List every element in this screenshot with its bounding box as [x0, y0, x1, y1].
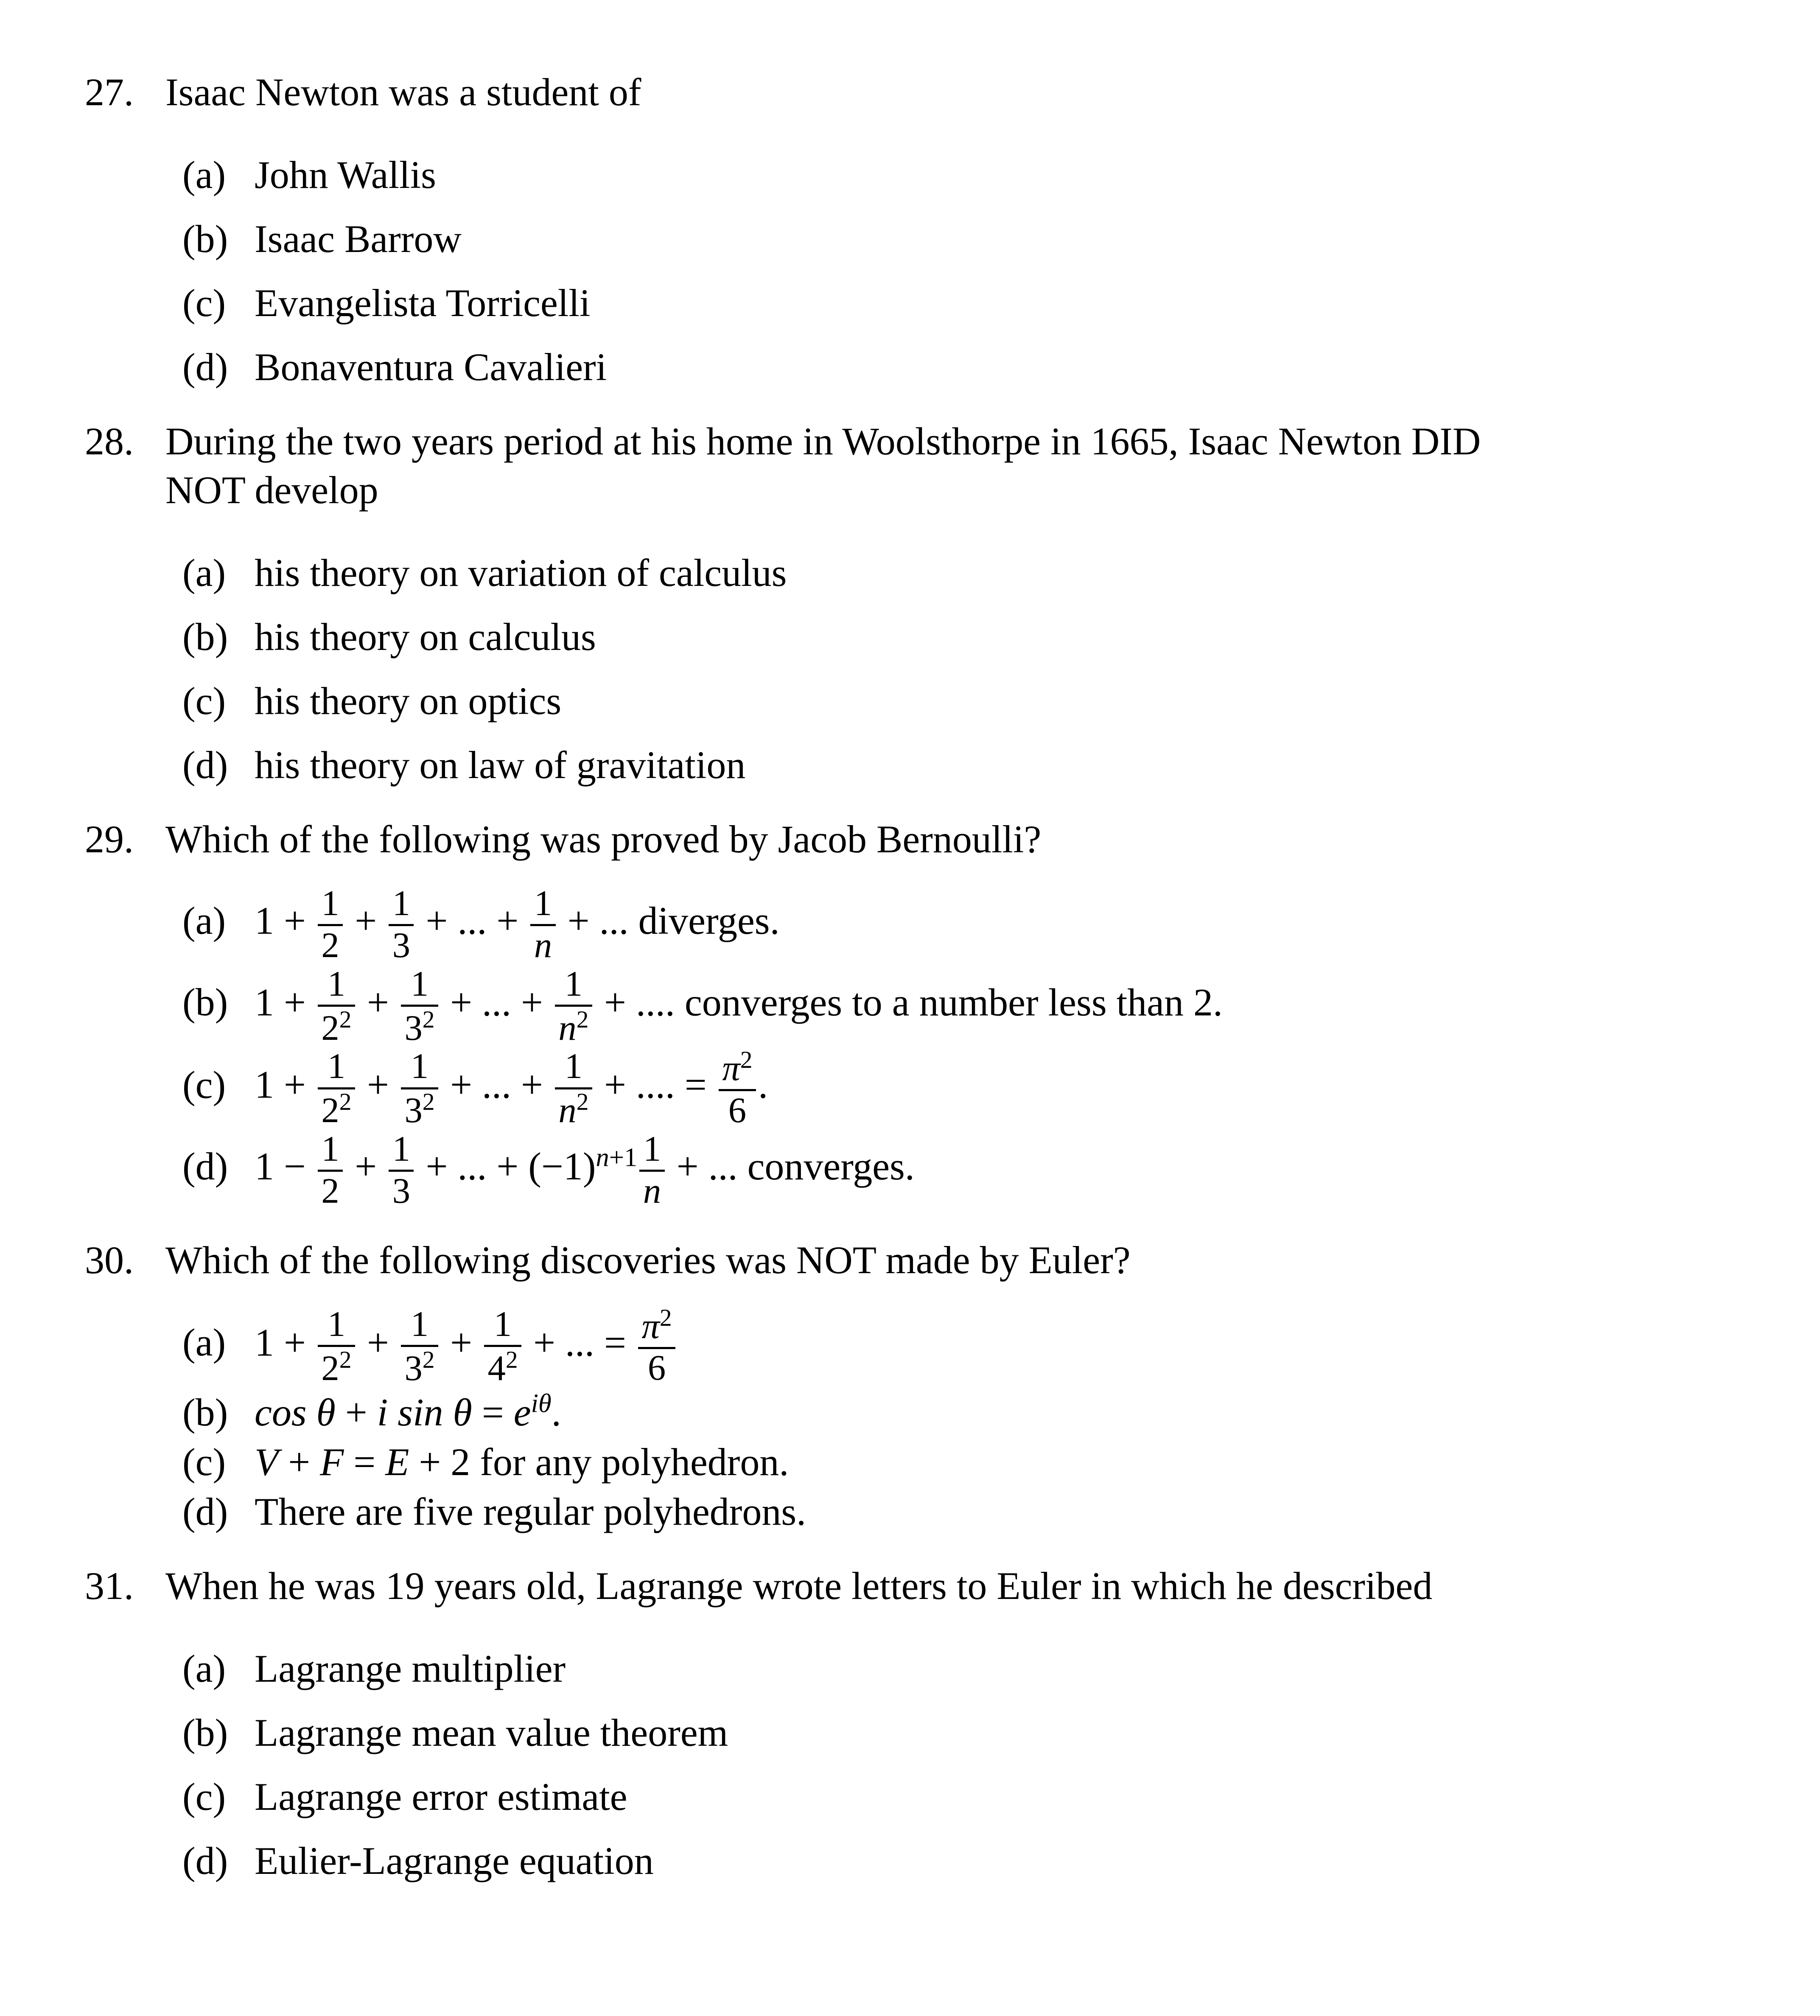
option-label: (d) — [182, 1839, 228, 1883]
math-superscript — [740, 1047, 753, 1073]
question-header — [0, 417, 1820, 515]
option — [0, 151, 1820, 199]
question — [0, 417, 1820, 790]
math-superscript — [596, 1142, 637, 1172]
fraction-denominator — [639, 1172, 664, 1210]
fraction-denominator — [555, 1089, 592, 1130]
math-fraction — [639, 1131, 664, 1210]
question-number: 27. — [85, 70, 134, 114]
options-list — [0, 1306, 1820, 1537]
math-text: + ... + — [440, 1063, 553, 1106]
fraction-denominator — [389, 1172, 414, 1210]
option-text: his theory on optics — [255, 679, 562, 722]
math-text: 3 — [404, 1008, 423, 1048]
option — [0, 1487, 1820, 1536]
math-fraction — [389, 885, 414, 965]
math-italic: n — [534, 925, 552, 965]
math-text: 1 + — [255, 1063, 316, 1106]
math-text: 1 — [493, 1304, 512, 1344]
math-fraction — [484, 1306, 521, 1388]
option — [0, 1837, 1820, 1885]
math-text: + — [335, 1391, 377, 1434]
math-text: 1 + — [255, 1321, 316, 1364]
math-text: 6 — [728, 1091, 747, 1131]
option — [0, 966, 1820, 1047]
question — [0, 1236, 1820, 1537]
option-math — [255, 1438, 1748, 1487]
option — [0, 741, 1820, 790]
math-superscript — [531, 1389, 552, 1418]
math-text: + ... = — [524, 1321, 636, 1364]
question-number: 30. — [85, 1238, 134, 1282]
option — [0, 1438, 1820, 1487]
question-number: 29. — [85, 818, 134, 861]
option-label: (a) — [182, 153, 226, 196]
math-fraction — [555, 1048, 592, 1130]
option-math — [255, 1131, 1748, 1210]
option-label: (c) — [182, 1775, 226, 1819]
math-text: + 2 for any polyhedron. — [409, 1440, 789, 1484]
math-text: 1 — [321, 1129, 339, 1169]
math-text: 1 — [534, 884, 552, 923]
math-text: + ... + (−1) — [416, 1144, 596, 1188]
math-italic: π — [641, 1306, 660, 1346]
math-text: 2 — [321, 1008, 339, 1048]
math-text: + — [440, 1321, 482, 1364]
question-text — [165, 68, 641, 117]
math-text: 1 — [392, 884, 410, 923]
math-text: 2 — [505, 1346, 518, 1373]
option-text: John Wallis — [255, 153, 436, 196]
option-label: (b) — [182, 615, 228, 658]
math-text: 2 — [321, 1171, 339, 1211]
option-text: Lagrange error estimate — [255, 1775, 627, 1819]
option-label: (a) — [182, 899, 226, 942]
fraction-denominator — [318, 926, 343, 965]
option-text: Isaac Barrow — [255, 217, 462, 260]
math-italic: i sin θ — [377, 1391, 472, 1434]
option-label: (a) — [182, 1647, 226, 1691]
option-math — [255, 885, 1748, 965]
option-label: (c) — [182, 281, 226, 325]
question-text-line: When he was 19 years old, Lagrange wrote letters to Euler in which he described — [165, 1564, 1433, 1608]
option — [0, 343, 1820, 392]
question-text — [165, 815, 1041, 864]
math-fraction — [318, 1306, 355, 1388]
option-math — [255, 1306, 1748, 1388]
math-text: 2 — [339, 1006, 352, 1033]
question-header — [0, 815, 1820, 864]
math-superscript — [339, 1089, 352, 1115]
math-superscript — [577, 1089, 589, 1115]
math-text: 3 — [392, 1171, 410, 1211]
fraction-numerator — [318, 1306, 355, 1347]
question-header — [0, 1562, 1820, 1610]
math-text: + — [357, 980, 399, 1024]
math-text: 2 — [576, 1006, 589, 1033]
math-text: = — [472, 1391, 514, 1434]
option-math — [255, 1048, 1748, 1130]
math-fraction — [401, 1048, 438, 1130]
math-fraction — [401, 966, 438, 1047]
math-italic: n — [596, 1142, 609, 1172]
math-text: 3 — [404, 1091, 423, 1131]
option — [0, 1048, 1820, 1130]
math-text: 3 — [392, 925, 410, 965]
option — [0, 1388, 1820, 1437]
fraction-denominator — [401, 1007, 438, 1047]
option-text: Bonaventura Cavalieri — [255, 345, 607, 389]
math-superscript — [506, 1347, 518, 1373]
math-italic: F — [320, 1440, 344, 1484]
option-label: (c) — [182, 1063, 226, 1106]
fraction-numerator — [719, 1048, 756, 1091]
option — [0, 1131, 1820, 1210]
math-italic: π — [722, 1049, 740, 1089]
option-label: (c) — [182, 1440, 226, 1484]
fraction-numerator — [555, 966, 592, 1007]
option-math — [255, 966, 1748, 1047]
fraction-numerator — [318, 1048, 355, 1089]
math-text: 2 — [321, 925, 339, 965]
fraction-denominator — [318, 1007, 355, 1047]
math-text: 2 — [576, 1089, 589, 1116]
math-text: + .... converges to a number less than 2. — [594, 980, 1223, 1024]
option — [0, 1306, 1820, 1388]
option-text: his theory on calculus — [255, 615, 596, 658]
math-text: . — [551, 1391, 561, 1434]
math-fraction — [389, 1131, 414, 1210]
math-text: . — [758, 1063, 768, 1106]
math-text: 1 + — [255, 980, 316, 1024]
option-label: (b) — [182, 1711, 228, 1755]
math-text: 2 — [422, 1006, 435, 1033]
question-text-line: Which of the following discoveries was NOT made by Euler? — [165, 1238, 1131, 1282]
fraction-denominator — [555, 1007, 592, 1047]
math-text: 1 — [327, 1304, 346, 1344]
math-text: 2 — [339, 1346, 352, 1373]
math-text: + — [357, 1063, 399, 1106]
math-superscript — [339, 1347, 352, 1373]
fraction-denominator — [530, 926, 555, 965]
math-text: 2 — [339, 1089, 352, 1116]
option — [0, 613, 1820, 661]
math-text: + — [357, 1321, 399, 1364]
fraction-denominator — [719, 1091, 756, 1130]
option — [0, 1708, 1820, 1757]
math-text: 1 — [643, 1129, 661, 1169]
option — [0, 1644, 1820, 1693]
math-text: + ... + — [440, 980, 553, 1024]
question-number: 28. — [85, 420, 134, 463]
option-label: (a) — [182, 551, 226, 594]
option — [0, 549, 1820, 597]
fraction-denominator — [318, 1347, 355, 1387]
math-text: 2 — [321, 1091, 339, 1131]
math-italic: V — [255, 1440, 279, 1484]
question-text — [165, 1236, 1131, 1285]
fraction-denominator — [401, 1089, 438, 1130]
math-text: 1 + — [255, 899, 316, 942]
question-header — [0, 1236, 1820, 1285]
math-superscript — [577, 1006, 589, 1033]
math-italic: n — [643, 1171, 661, 1211]
option-text: Eulier-Lagrange equation — [255, 1839, 654, 1883]
math-fraction — [318, 966, 355, 1047]
fraction-denominator — [484, 1347, 521, 1387]
math-text: 4 — [487, 1348, 506, 1388]
math-fraction — [318, 1048, 355, 1130]
math-text: 1 — [410, 1304, 429, 1344]
math-text: 6 — [647, 1348, 666, 1388]
option — [0, 677, 1820, 725]
math-italic: cos θ — [255, 1391, 336, 1434]
option-label: (b) — [182, 1391, 228, 1434]
options-list — [0, 151, 1820, 392]
math-text: 1 — [321, 884, 339, 923]
fraction-numerator — [401, 966, 438, 1007]
math-text: 1 — [410, 964, 429, 1004]
option-label: (b) — [182, 980, 228, 1024]
options-list — [0, 1644, 1820, 1885]
options-list — [0, 885, 1820, 1210]
math-fraction — [318, 885, 343, 965]
options-list — [0, 549, 1820, 790]
question-text-line: NOT develop — [165, 468, 378, 512]
math-text: 1 — [564, 964, 583, 1004]
fraction-numerator — [401, 1306, 438, 1347]
question-text — [165, 417, 1481, 515]
math-text: 2 — [422, 1346, 435, 1373]
option-label: (c) — [182, 679, 226, 722]
math-superscript — [423, 1347, 435, 1373]
math-text: 1 − — [255, 1144, 316, 1188]
fraction-numerator — [318, 885, 343, 926]
fraction-denominator — [318, 1172, 343, 1210]
option — [0, 215, 1820, 263]
math-text: 3 — [404, 1348, 423, 1388]
question-text-line: Isaac Newton was a student of — [165, 70, 641, 114]
option — [0, 1772, 1820, 1821]
fraction-numerator — [318, 966, 355, 1007]
math-fraction — [318, 1131, 343, 1210]
question — [0, 68, 1820, 392]
math-fraction — [555, 966, 592, 1047]
math-text: + — [345, 899, 387, 942]
question-text-line: During the two years period at his home in Woolsthorpe in 1665, Isaac Newton DID — [165, 420, 1481, 463]
math-fraction — [719, 1048, 756, 1130]
math-text: 1 — [327, 1047, 346, 1086]
math-fraction — [401, 1306, 438, 1388]
option-label: (a) — [182, 1321, 226, 1364]
question — [0, 1562, 1820, 1885]
option-label: (d) — [182, 345, 228, 389]
option-label: (d) — [182, 1144, 228, 1188]
fraction-numerator — [555, 1048, 592, 1089]
fraction-numerator — [638, 1306, 675, 1349]
math-superscript — [660, 1305, 672, 1331]
option-label: (b) — [182, 217, 228, 260]
option-text: Lagrange mean value theorem — [255, 1711, 728, 1755]
math-text: 1 — [392, 1129, 410, 1169]
option-text: Lagrange multiplier — [255, 1647, 566, 1691]
option-text: his theory on variation of calculus — [255, 551, 787, 594]
math-italic: e — [513, 1391, 531, 1434]
math-text: +1 — [609, 1142, 638, 1172]
option-label: (d) — [182, 743, 228, 787]
fraction-numerator — [530, 885, 555, 926]
fraction-numerator — [389, 1131, 414, 1172]
fraction-numerator — [401, 1048, 438, 1089]
question — [0, 815, 1820, 1210]
fraction-denominator — [401, 1347, 438, 1387]
option-text: Evangelista Torricelli — [255, 281, 591, 325]
option-math — [255, 1388, 1748, 1437]
question-text — [165, 1562, 1432, 1610]
fraction-numerator — [389, 885, 414, 926]
math-text: 2 — [321, 1348, 339, 1388]
math-text: 1 — [410, 1047, 429, 1086]
math-text: = — [344, 1440, 386, 1484]
question-number: 31. — [85, 1564, 134, 1608]
math-text: + ... + — [416, 899, 529, 942]
math-superscript — [339, 1006, 352, 1033]
math-italic: iθ — [531, 1388, 552, 1418]
fraction-denominator — [318, 1089, 355, 1130]
math-text: + ... diverges. — [557, 899, 780, 942]
fraction-numerator — [318, 1131, 343, 1172]
math-text: 2 — [740, 1047, 753, 1074]
math-superscript — [423, 1006, 435, 1033]
fraction-numerator — [484, 1306, 521, 1347]
math-text: 1 — [564, 1047, 583, 1086]
math-text: + — [345, 1144, 387, 1188]
fraction-numerator — [639, 1131, 664, 1172]
math-fraction — [638, 1306, 675, 1388]
math-text: 1 — [327, 964, 346, 1004]
math-text: 2 — [659, 1304, 672, 1331]
option-text: his theory on law of gravitation — [255, 743, 746, 787]
fraction-denominator — [638, 1349, 675, 1388]
option-label: (d) — [182, 1490, 228, 1534]
math-italic: n — [558, 1008, 577, 1048]
math-text: + — [278, 1440, 320, 1484]
math-text: + ... converges. — [666, 1144, 915, 1188]
option — [0, 279, 1820, 328]
option-text: There are five regular polyhedrons. — [255, 1490, 806, 1534]
math-text: + .... = — [594, 1063, 717, 1106]
math-superscript — [423, 1089, 435, 1115]
math-text: 2 — [422, 1089, 435, 1116]
math-italic: n — [558, 1091, 577, 1131]
fraction-denominator — [389, 926, 414, 965]
math-italic: E — [385, 1440, 409, 1484]
option — [0, 885, 1820, 965]
math-fraction — [530, 885, 555, 965]
question-text-line: Which of the following was proved by Jacob Bernoulli? — [165, 818, 1042, 861]
question-header — [0, 68, 1820, 117]
